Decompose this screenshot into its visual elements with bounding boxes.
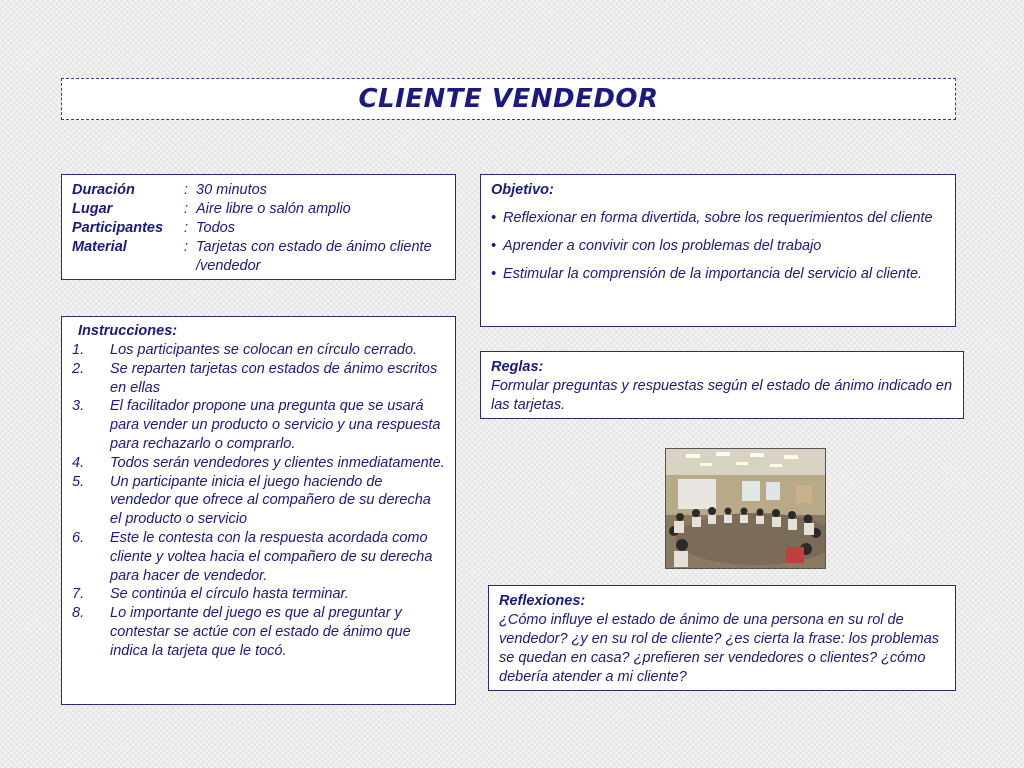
detail-row [72, 200, 445, 219]
instrucciones-heading: Instrucciones: [78, 323, 178, 339]
detail-separator: : [184, 201, 189, 217]
instruccion-step [72, 454, 445, 473]
page-title: CLIENTE VENDEDOR [358, 84, 659, 114]
instruccion-step [72, 341, 445, 360]
bullet-icon: • [491, 238, 497, 254]
step-text: El facilitador propone una pregunta que se usará para vender un producto o servicio y una respuesta para rechazarlo o comprarlo. [110, 398, 441, 452]
detail-value: Todos [196, 220, 235, 236]
objetivo-list [491, 209, 945, 284]
step-number: 4. [72, 454, 85, 471]
instruccion-step [72, 604, 445, 660]
step-text: Un participante inicia el juego haciendo de vendedor que ofrece al compañero de su derecha el producto o servicio [110, 473, 431, 528]
reflexiones-box [488, 585, 956, 691]
step-number: 3. [72, 398, 85, 415]
title-banner [61, 78, 956, 120]
detail-value: Aire libre o salón amplio [196, 201, 351, 217]
step-number: 7. [72, 586, 85, 603]
details-list [72, 181, 445, 276]
objetivo-item-text: Reflexionar en forma divertida, sobre los requerimientos del cliente [503, 210, 933, 226]
detail-key: Duración [72, 182, 135, 198]
step-number: 6. [72, 529, 85, 546]
detail-row [72, 181, 445, 200]
instruccion-step [72, 529, 445, 585]
objetivo-heading: Objetivo: [491, 182, 554, 198]
bullet-icon: • [491, 266, 497, 282]
detail-key: Material [72, 239, 127, 255]
reflexiones-heading: Reflexiones: [499, 593, 586, 609]
objetivo-item [491, 237, 945, 256]
detail-separator: : [184, 220, 189, 236]
detail-key: Lugar [72, 201, 113, 217]
classroom-photo [665, 448, 826, 569]
instrucciones-list [72, 341, 445, 661]
details-box [61, 174, 456, 280]
step-number: 1. [72, 342, 85, 358]
objetivo-item-text: Estimular la comprensión de la importancia del servicio al cliente. [503, 266, 923, 282]
objetivo-item [491, 209, 945, 228]
step-text: Se continúa el círculo hasta terminar. [110, 586, 349, 603]
reglas-heading: Reglas: [491, 359, 544, 375]
step-text: Los participantes se colocan en círculo cerrado. [110, 342, 418, 358]
step-text: Este le contesta con la respuesta acordada como cliente y voltea hacia el compañero de su derecha para hacer de vendedor. [110, 529, 433, 584]
instruccion-step [72, 397, 445, 453]
objetivo-box [480, 174, 956, 327]
detail-row [72, 238, 445, 276]
instruccion-step [72, 473, 445, 529]
step-number: 5. [72, 473, 85, 490]
step-text: Se reparten tarjetas con estados de ánimo escritos en ellas [110, 360, 438, 396]
step-number: 2. [72, 360, 85, 377]
detail-value: Tarjetas con estado de ánimo cliente /vendedor [196, 239, 432, 274]
instrucciones-box [61, 316, 456, 705]
bullet-icon: • [491, 210, 497, 226]
detail-separator: : [184, 182, 189, 198]
detail-value: 30 minutos [196, 182, 267, 198]
instruccion-step [72, 360, 445, 398]
detail-key: Participantes [72, 220, 164, 236]
reglas-text: Formular preguntas y respuestas según el estado de ánimo indicado en las tarjetas. [491, 378, 953, 413]
reglas-box [480, 351, 964, 419]
step-number: 8. [72, 605, 85, 622]
step-text: Lo importante del juego es que al preguntar y contestar se actúe con el estado de ánimo que indica la tarjeta que le tocó. [110, 605, 411, 659]
step-text: Todos serán vendedores y clientes inmediatamente. [110, 454, 445, 471]
objetivo-item-text: Aprender a convivir con los problemas del trabajo [503, 238, 822, 254]
detail-separator: : [184, 239, 189, 255]
detail-row [72, 219, 445, 238]
instruccion-step [72, 585, 445, 604]
objetivo-item [491, 265, 945, 284]
reflexiones-text: ¿Cómo influye el estado de ánimo de una persona en su rol de vendedor? ¿y en su rol de cliente? ¿es cierta la frase: los problemas se quedan en casa? ¿prefieren ser vendedores o clientes? ¿cómo debería atender a mi cliente? [499, 612, 940, 685]
